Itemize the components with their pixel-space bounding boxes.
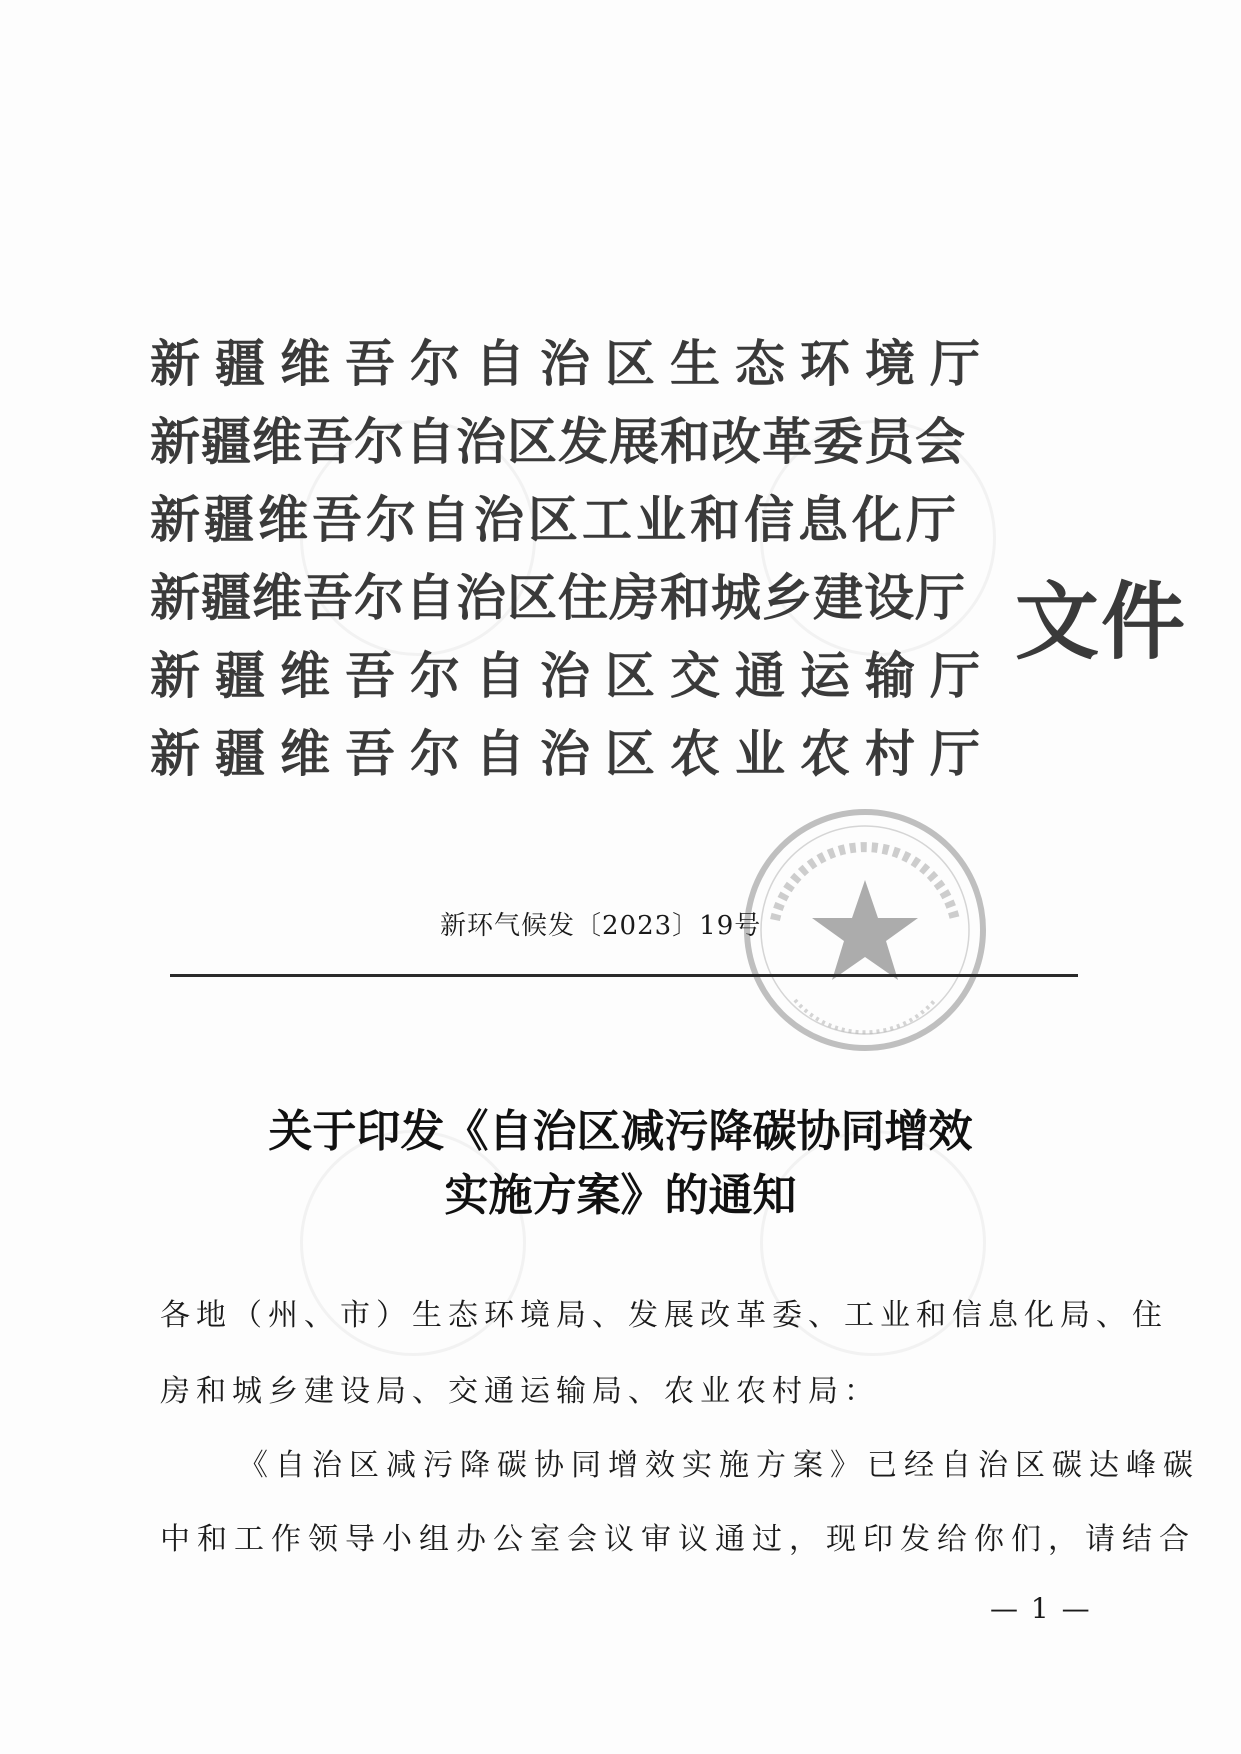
page-number: — 1 — bbox=[990, 1592, 1092, 1625]
header-divider bbox=[170, 974, 1078, 977]
document-type-label: 文件 bbox=[1015, 572, 1188, 671]
authority-industry-it: 新疆维吾尔自治区工业和信息化厅 bbox=[150, 490, 960, 549]
notice-title bbox=[150, 1100, 1091, 1228]
paragraph-1-line-2: 中和工作领导小组办公室会议审议通过，现印发给你们，请结合 bbox=[160, 1522, 1196, 1557]
authority-transport: 新疆维吾尔自治区交通运输厅 bbox=[150, 646, 995, 705]
recipients-line-2: 房和城乡建设局、交通运输局、农业农村局： bbox=[160, 1374, 880, 1409]
title-line-2: 实施方案》的通知 bbox=[444, 1170, 797, 1221]
recipients-line-1: 各地（州、市）生态环境局、发展改革委、工业和信息化局、住 bbox=[160, 1298, 1168, 1333]
title-line-1: 关于印发《自治区减污降碳协同增效 bbox=[268, 1106, 973, 1157]
official-seal-icon bbox=[735, 800, 995, 1060]
authority-housing-construction: 新疆维吾尔自治区住房和城乡建设厅 bbox=[150, 568, 966, 627]
document-number: 新环气候发〔2023〕19号 bbox=[440, 911, 762, 941]
authority-ecology-environment: 新疆维吾尔自治区生态环境厅 bbox=[150, 334, 995, 393]
authority-agriculture: 新疆维吾尔自治区农业农村厅 bbox=[150, 724, 995, 783]
authority-development-reform: 新疆维吾尔自治区发展和改革委员会 bbox=[150, 412, 966, 471]
paragraph-1-line-1: 《自治区减污降碳协同增效实施方案》已经自治区碳达峰碳 bbox=[238, 1448, 1200, 1483]
issuing-authorities bbox=[150, 325, 1000, 793]
